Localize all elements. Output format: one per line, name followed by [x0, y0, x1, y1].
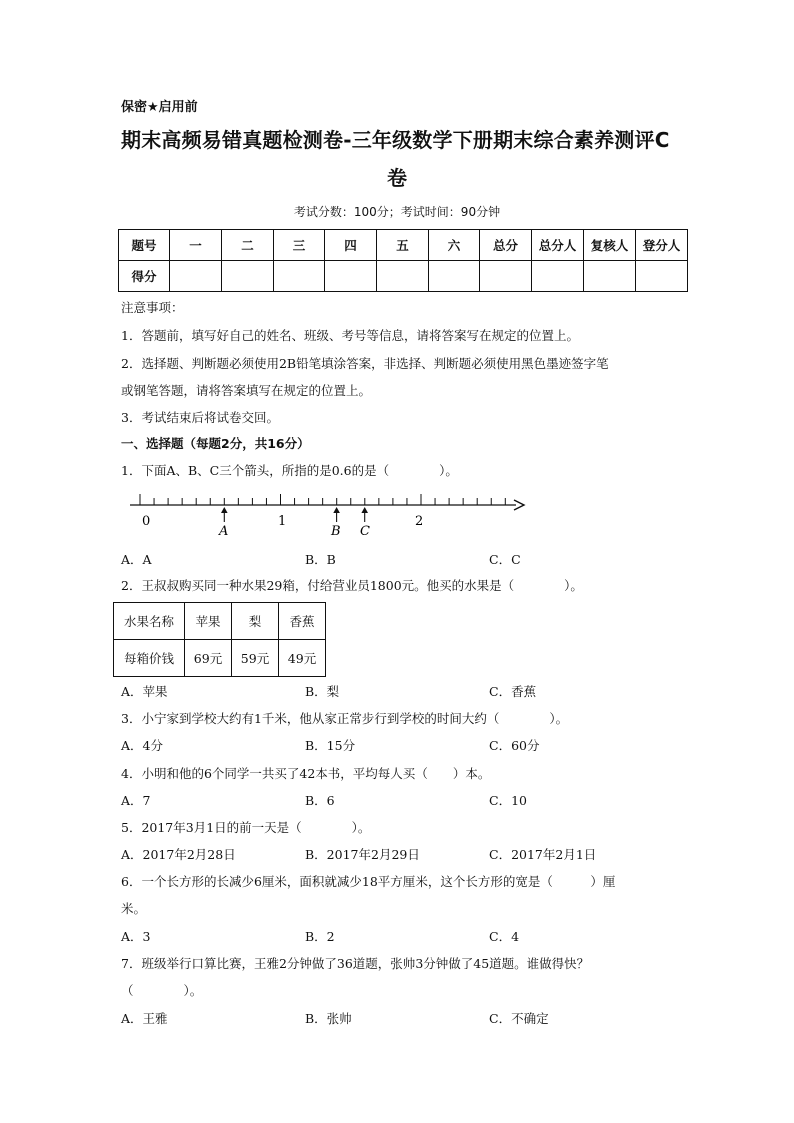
score-entry-cell[interactable]: [325, 261, 377, 292]
question-1: 1．下面A、B、C三个箭头，所指的是0.6的是（ ）。: [121, 463, 458, 478]
fruit-cell: 69元: [185, 640, 232, 677]
fruit-cell: 苹果: [185, 603, 232, 640]
option-a[interactable]: A．4分: [121, 738, 163, 753]
score-value-row: [119, 261, 688, 292]
fruit-cell: 香蕉: [279, 603, 326, 640]
question-6-cont: 米。: [121, 901, 147, 916]
arrow-a: [221, 507, 228, 522]
question-4: 4．小明和他的6个同学一共买了42本书，平均每人买（ ）本。: [121, 766, 491, 781]
option-b[interactable]: B．2017年2月29日: [305, 847, 420, 862]
option-c[interactable]: C．C: [489, 552, 521, 567]
question-7: 7．班级举行口算比赛，王雅2分钟做了36道题，张帅3分钟做了45道题。谁做得快？: [121, 956, 590, 971]
score-entry-cell[interactable]: [532, 261, 584, 292]
arrow-label-c: C: [360, 524, 370, 539]
question-3: 3．小宁家到学校大约有1千米，他从家正常步行到学校的时间大约（ ）。: [121, 711, 569, 726]
number-line-ticks: [140, 494, 505, 505]
score-header-cell: 四: [325, 230, 377, 261]
score-header-cell: 总分人: [532, 230, 584, 261]
score-entry-cell[interactable]: [170, 261, 222, 292]
score-table: [118, 229, 688, 292]
fruit-name-row: [114, 603, 326, 640]
score-entry-cell[interactable]: [584, 261, 636, 292]
arrow-label-b: B: [331, 524, 341, 539]
fruit-price-row: [114, 640, 326, 677]
question-7-cont: （ ）。: [121, 983, 203, 998]
score-entry-cell[interactable]: [222, 261, 274, 292]
score-entry-cell[interactable]: [429, 261, 480, 292]
exam-meta: 考试分数：100分；考试时间：90分钟: [293, 205, 501, 219]
option-b[interactable]: B．张帅: [305, 1011, 352, 1026]
option-c[interactable]: C．不确定: [489, 1011, 549, 1026]
score-entry-cell[interactable]: [377, 261, 429, 292]
option-b[interactable]: B．15分: [305, 738, 356, 753]
option-c[interactable]: C．2017年2月1日: [489, 847, 597, 862]
arrow-label-a: A: [219, 524, 229, 539]
option-b[interactable]: B．2: [305, 929, 335, 944]
arrow-c: [361, 507, 368, 522]
fruit-cell: 每箱价钱: [114, 640, 185, 677]
score-header-row: [119, 230, 688, 261]
tick-label-1: 1: [278, 514, 287, 529]
arrow-b: [333, 507, 340, 522]
note-item: 2．选择题、判断题必须使用2B铅笔填涂答案，非选择、判断题必须使用黑色墨迹签字笔: [121, 356, 609, 371]
score-header-cell: 复核人: [584, 230, 636, 261]
fruit-cell: 梨: [232, 603, 279, 640]
confidential-label: 保密★启用前: [121, 100, 198, 115]
note-item: 1．答题前，填写好自己的姓名、班级、考号等信息，请将答案写在规定的位置上。: [121, 328, 579, 343]
score-header-cell: 登分人: [636, 230, 688, 261]
option-a[interactable]: A．7: [121, 793, 151, 808]
option-a[interactable]: A．A: [121, 552, 152, 567]
number-line-axis: [130, 500, 524, 510]
score-header-cell: 五: [377, 230, 429, 261]
note-item: 3．考试结束后将试卷交回。: [121, 410, 279, 425]
fruit-price-table: [113, 602, 326, 677]
fruit-cell: 水果名称: [114, 603, 185, 640]
option-c[interactable]: C．60分: [489, 738, 540, 753]
score-entry-cell[interactable]: [480, 261, 532, 292]
fruit-cell: 59元: [232, 640, 279, 677]
score-header-cell: 总分: [480, 230, 532, 261]
option-c[interactable]: C．4: [489, 929, 520, 944]
number-line-figure: [128, 488, 548, 544]
option-c[interactable]: C．香蕉: [489, 684, 537, 699]
tick-label-2: 2: [415, 514, 424, 529]
fruit-cell: 49元: [279, 640, 326, 677]
question-6: 6．一个长方形的长减少6厘米，面积就减少18平方厘米，这个长方形的宽是（ ）厘: [121, 874, 616, 889]
score-row-label: 得分: [119, 261, 170, 292]
question-2: 2．王叔叔购买同一种水果29箱，付给营业员1800元。他买的水果是（ ）。: [121, 578, 583, 593]
option-a[interactable]: A．苹果: [121, 684, 168, 699]
option-c[interactable]: C．10: [489, 793, 527, 808]
score-entry-cell[interactable]: [636, 261, 688, 292]
score-header-cell: 六: [429, 230, 480, 261]
score-entry-cell[interactable]: [274, 261, 325, 292]
option-a[interactable]: A．3: [121, 929, 151, 944]
score-header-cell: 三: [274, 230, 325, 261]
note-item: 或钢笔答题，请将答案填写在规定的位置上。: [121, 383, 372, 398]
exam-title-line2: 卷: [387, 166, 407, 190]
section-title: 一、选择题（每题2分，共16分）: [121, 436, 310, 451]
exam-title-line1: 期末高频易错真题检测卷-三年级数学下册期末综合素养测评C: [121, 128, 670, 152]
tick-label-0: 0: [142, 514, 151, 529]
option-b[interactable]: B．6: [305, 793, 335, 808]
score-header-cell: 一: [170, 230, 222, 261]
option-a[interactable]: A．王雅: [121, 1011, 168, 1026]
score-header-cell: 题号: [119, 230, 170, 261]
option-b[interactable]: B．梨: [305, 684, 340, 699]
question-5: 5．2017年3月1日的前一天是（ ）。: [121, 820, 371, 835]
option-b[interactable]: B．B: [305, 552, 336, 567]
notes-title: 注意事项：: [121, 300, 184, 315]
score-header-cell: 二: [222, 230, 274, 261]
option-a[interactable]: A．2017年2月28日: [121, 847, 236, 862]
